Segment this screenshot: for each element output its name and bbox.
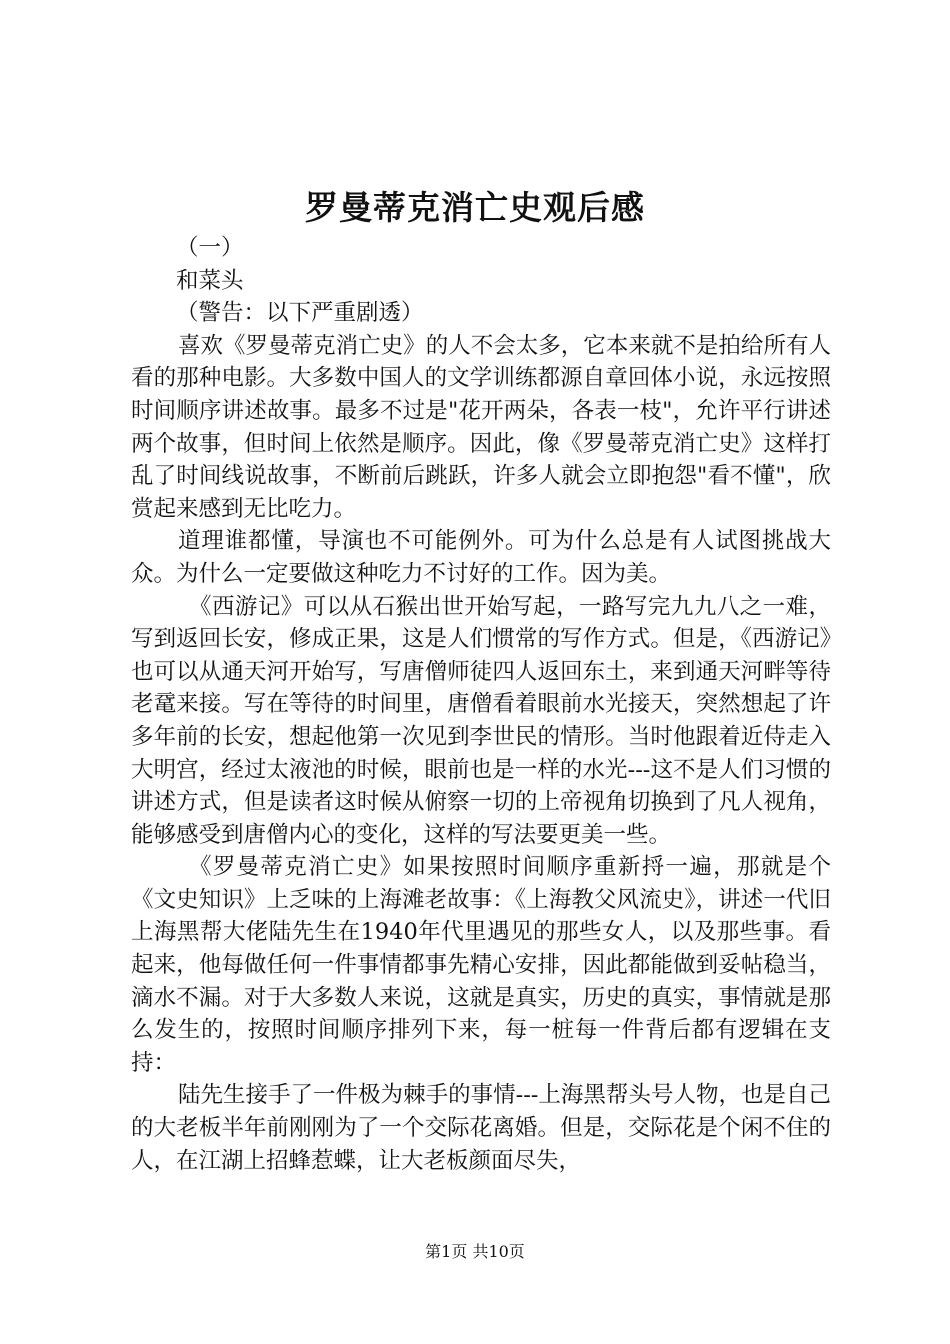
author-name: 和菜头 — [176, 267, 244, 294]
body-paragraph: 道理谁都懂，导演也不可能例外。可为什么总是有人试图挑战大众。为什么一定要做这种吃力不讨好的工作。因为美。 — [131, 528, 831, 587]
spoiler-warning: （警告：以下严重剧透） — [176, 300, 424, 327]
body-paragraph: 《西游记》可以从石猴出世开始写起，一路写完九九八之一难，写到返回长安，修成正果，这是人们惯常的写作方式。但是，《西游记》也可以从通天河开始写，写唐僧师徒四人返回东土，来到通天河畔等待老鼋来接。写在等待的时间里，唐僧看着眼前水光接天，突然想起了许多年前的长安，想起他第一次见到李世民的情形。当时他跟着近侍走入大明宫，经过太液池的时候，眼前也是一样的水光---这不是人们习惯的讲述方式，但是读者这时候从俯察一切的上帝视角切换到了凡人视角，能够感受到唐僧内心的变化，这样的写法要更美一些。 — [131, 593, 831, 848]
body-paragraph: 喜欢《罗曼蒂克消亡史》的人不会太多，它本来就不是拍给所有人看的那种电影。大多数中国人的文学训练都源自章回体小说，永远按照时间顺序讲述故事。最多不过是"花开两朵，各表一枝"，允许平行讲述两个故事，但时间上依然是顺序。因此，像《罗曼蒂克消亡史》这样打乱了时间线说故事，不断前后跳跃，许多人就会立即抱怨"看不懂"，欣赏起来感到无比吃力。 — [131, 332, 831, 522]
page-footer: 第1页 共10页 — [425, 1242, 525, 1261]
section-number: （一） — [176, 235, 244, 261]
document-body — [131, 232, 831, 1177]
document-title: 罗曼蒂克消亡史观后感 — [305, 188, 645, 227]
body-paragraph: 《罗曼蒂克消亡史》如果按照时间顺序重新捋一遍，那就是个《文史知识》上乏味的上海滩老故事：《上海教父风流史》，讲述一代旧上海黑帮大佬陆先生在1940年代里遇见的那些女人，以及那些事。看起来，他每做任何一件事情都事先精心安排，因此都能做到妥帖稳当，滴水不漏。对于大多数人来说，这就是真实，历史的真实，事情就是那么发生的，按照时间顺序排列下来，每一桩每一件背后都有逻辑在支持： — [131, 854, 831, 1076]
body-paragraph: 陆先生接手了一件极为棘手的事情---上海黑帮头号人物，也是自己的大老板半年前刚刚为了一个交际花离婚。但是，交际花是个闲不住的人，在江湖上招蜂惹蝶，让大老板颜面尽失， — [131, 1082, 831, 1174]
